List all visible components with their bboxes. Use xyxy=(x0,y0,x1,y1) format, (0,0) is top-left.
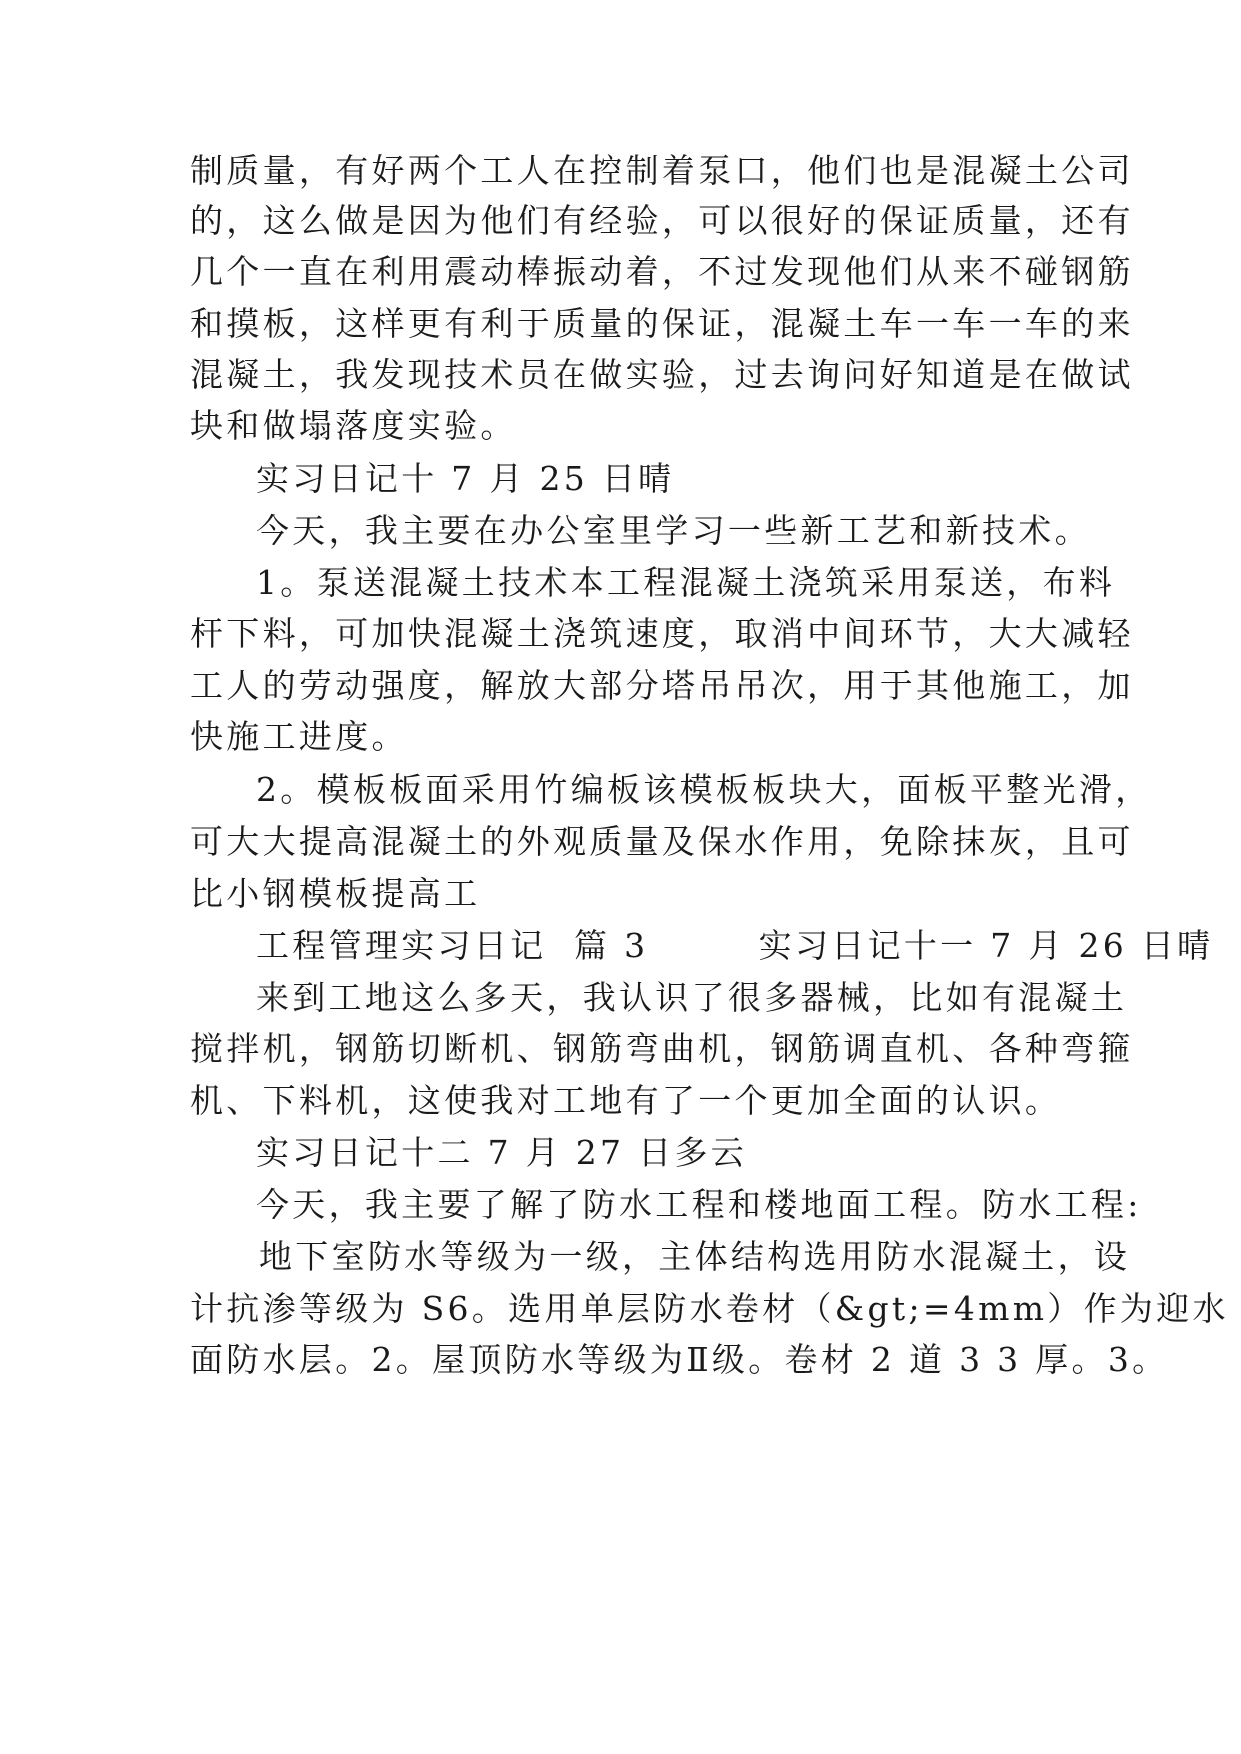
text-line: 杆下料，可加快混凝土浇筑速度，取消中间环节，大大减轻 xyxy=(190,614,1134,653)
text-line: 制质量，有好两个工人在控制着泵口，他们也是混凝土公司 xyxy=(190,151,1134,190)
text-line: 几个一直在利用震动棒振动着，不过发现他们从来不碰钢筋 xyxy=(190,252,1134,291)
text-line: 地下室防水等级为一级，主体结构选用防水混凝土，设 xyxy=(259,1237,1131,1276)
text-line: 比小钢模板提高工 xyxy=(190,874,481,913)
diary-heading: 实习日记十 7 月 25 日晴 xyxy=(256,459,675,498)
text-line: 搅拌机，钢筋切断机、钢筋弯曲机，钢筋调直机、各种弯箍 xyxy=(190,1029,1134,1068)
diary-heading: 实习日记十二 7 月 27 日多云 xyxy=(256,1133,748,1172)
text-line: 快施工进度。 xyxy=(190,717,408,756)
text-line: 计抗渗等级为 S6。选用单层防水卷材（&gt;=4mm）作为迎水 xyxy=(190,1289,1229,1328)
text-line: 机、下料机，这使我对工地有了一个更加全面的认识。 xyxy=(190,1081,1062,1120)
text-line: 混凝土，我发现技术员在做实验，过去询问好知道是在做试 xyxy=(190,355,1134,394)
text-line: 和摸板，这样更有利于质量的保证，混凝土车一车一车的来 xyxy=(190,304,1134,343)
text-line: 面防水层。2。屋顶防水等级为Ⅱ级。卷材 2 道 3 3 厚。3。 xyxy=(190,1340,1169,1379)
text-line: 今天，我主要了解了防水工程和楼地面工程。防水工程: xyxy=(256,1185,1142,1224)
text-line: 的，这么做是因为他们有经验，可以很好的保证质量，还有 xyxy=(190,201,1134,240)
text-line: 来到工地这么多天，我认识了很多器械，比如有混凝土 xyxy=(256,978,1128,1017)
text-line: 块和做塌落度实验。 xyxy=(190,406,517,445)
section-heading: 工程管理实习日记 篇 3 实习日记十一 7 月 26 日晴 xyxy=(256,926,1214,965)
text-line: 可大大提高混凝土的外观质量及保水作用，免除抹灰，且可 xyxy=(190,822,1134,861)
text-line: 今天，我主要在办公室里学习一些新工艺和新技术。 xyxy=(256,511,1091,550)
text-line: 工人的劳动强度，解放大部分塔吊吊次，用于其他施工，加 xyxy=(190,666,1134,705)
text-line: 1。泵送混凝土技术本工程混凝土浇筑采用泵送，布料 xyxy=(256,563,1116,602)
text-line: 2。模板板面采用竹编板该模板板块大，面板平整光滑， xyxy=(256,770,1152,809)
